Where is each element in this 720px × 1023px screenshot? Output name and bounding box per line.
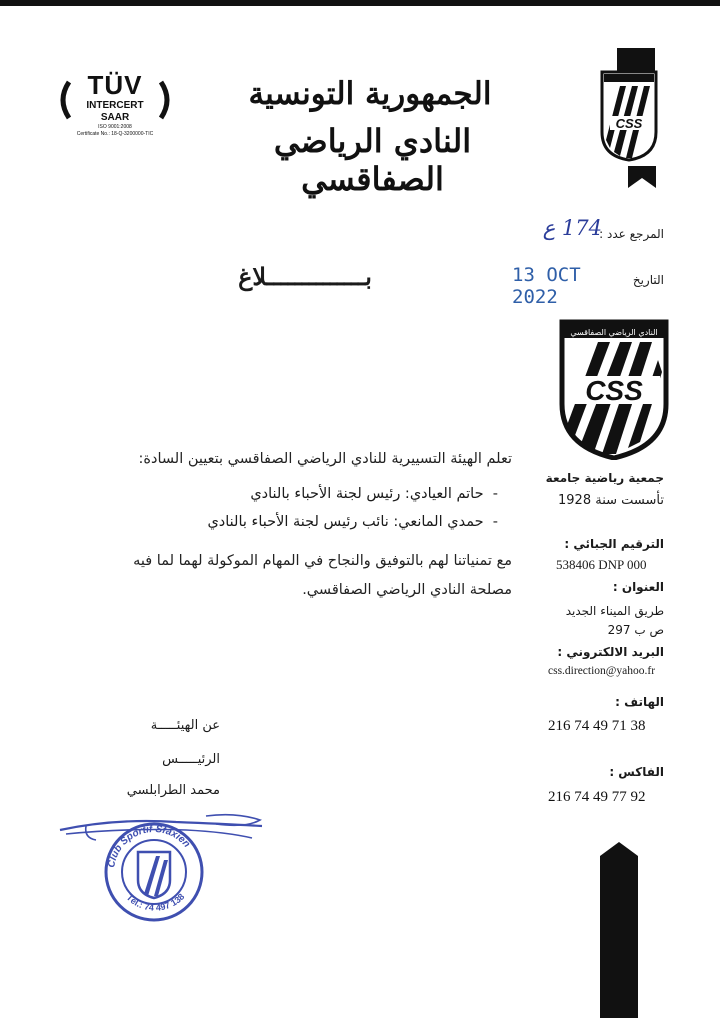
css-initials-large: CSS (585, 375, 643, 406)
css-shield-large-icon (558, 318, 670, 460)
stamp-phone: Tél.: 74 497 138 (124, 891, 187, 913)
list-item (110, 514, 498, 530)
list-item (110, 486, 498, 502)
css-banner-text: النادي الرياضي الصفاقسي (570, 328, 658, 337)
phone-value: 216 74 49 71 38 (548, 718, 646, 734)
president-label: الرئيـــــس (162, 752, 220, 767)
tuv-logo (55, 70, 175, 148)
fax-label: الفاكس : (609, 765, 664, 779)
bullet-dash: - (483, 486, 498, 502)
css-initials-small: CSS (615, 116, 643, 131)
list-item-text: حاتم العيادي: رئيس لجنة الأحباء بالنادي (250, 486, 484, 502)
date-stamp: 13 OCT 2022 (512, 264, 581, 308)
address-label: العنوان : (612, 580, 664, 594)
tuv-certificate: Certificate No.: 18-Q-3200000-TIC (76, 131, 154, 137)
tax-label: الترقيم الجبائي : (564, 537, 664, 551)
on-behalf-label: عن الهيئـــــة (150, 718, 220, 733)
header-title-line2: النادي الرياضي الصفاقسي (273, 122, 472, 198)
club-founded: تأسست سنة 1928 (558, 493, 664, 508)
tuv-iso: ISO 9001:2008 (98, 124, 132, 130)
tax-value: 538406 DNP 000 (556, 557, 647, 572)
club-logo-large (558, 318, 670, 460)
body-closing-line1: مع تمنياتنا لهم بالتوفيق والنجاح في المهام الموكولة لهما لما فيه (133, 553, 512, 569)
body-closing-line2: مصلحة النادي الرياضي الصفاقسي. (302, 582, 512, 598)
club-stamp (98, 818, 210, 924)
stamp-club-name: Club Sportif Sfaxien (106, 823, 193, 869)
address-line2: ص ب 297 (607, 623, 664, 637)
date-label: التاريخ (632, 273, 664, 287)
decorative-ribbon (600, 842, 638, 1018)
club-logo-small (598, 48, 660, 188)
top-border (0, 0, 720, 6)
tuv-saar: SAAR (100, 112, 130, 123)
reference-label: المرجع عدد : (599, 227, 664, 241)
phone-label: الهاتف : (615, 695, 664, 709)
announcement-title: بــــــــــــــلاغ (238, 262, 372, 291)
list-item-text: حمدي المانعي: نائب رئيس لجنة الأحباء بالنادي (207, 514, 484, 530)
bullet-dash: - (483, 514, 498, 530)
email-label: البريد الالكتروني : (557, 645, 664, 659)
address-line1: طريق الميناء الجديد (565, 604, 664, 618)
tuv-wordmark: TÜV (87, 70, 143, 100)
signatory-name: محمد الطرابلسي (126, 783, 220, 798)
reference-value: 174 ع (542, 216, 602, 240)
stamp-seal (98, 818, 210, 924)
tuv-intercert: INTERCERT (86, 100, 144, 111)
body-intro: تعلم الهيئة التسييرية للنادي الرياضي الصفاقسي بتعيين السادة: (138, 451, 512, 467)
fax-value: 216 74 49 77 92 (548, 789, 646, 805)
email-value: css.direction@yahoo.fr (548, 665, 656, 677)
club-description: جمعية رياضية جامعة (545, 471, 664, 485)
css-shield-small-icon (598, 48, 660, 188)
header-title-line1: الجمهورية التونسية (248, 76, 492, 112)
